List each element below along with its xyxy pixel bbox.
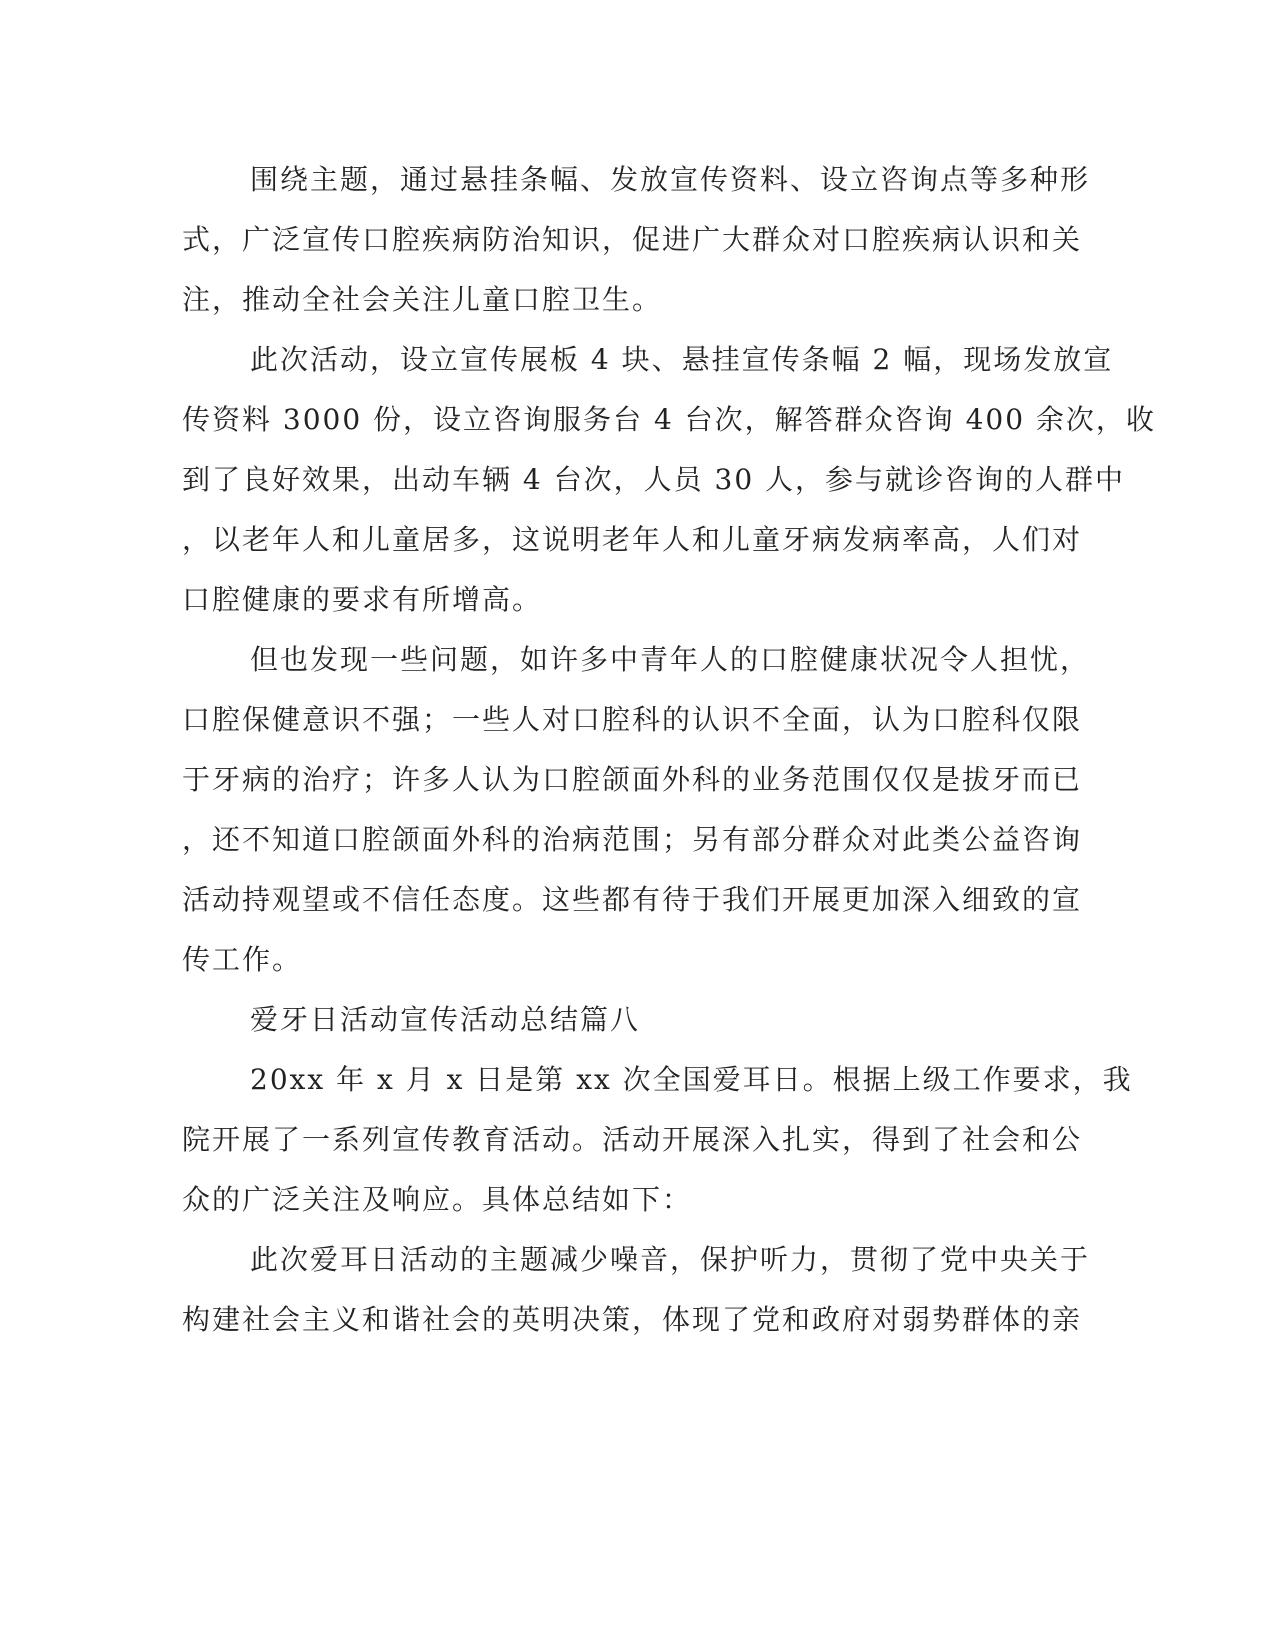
text-line: 口腔保健意识不强；一些人对口腔科的认识不全面，认为口腔科仅限 <box>182 703 1083 736</box>
document-body <box>182 150 1156 1350</box>
text-line: 式，广泛宣传口腔疾病防治知识，促进广大群众对口腔疾病认识和关 <box>182 223 1083 256</box>
text-line: 传资料 3000 份，设立咨询服务台 4 台次，解答群众咨询 400 余次，收 <box>182 403 1156 436</box>
text-line: 但也发现一些问题，如许多中青年人的口腔健康状况令人担忧， <box>250 643 1091 676</box>
text-line: 传工作。 <box>182 943 303 976</box>
text-line: 此次活动，设立宣传展板 4 块、悬挂宣传条幅 2 幅，现场发放宣 <box>250 343 1114 376</box>
text-line: ，还不知道口腔颌面外科的治病范围；另有部分群众对此类公益咨询 <box>182 823 1083 856</box>
text-line: 于牙病的治疗；许多人认为口腔颌面外科的业务范围仅仅是拔牙而已 <box>182 763 1083 796</box>
text-line: 此次爱耳日活动的主题减少噪音，保护听力，贯彻了党中央关于 <box>250 1243 1091 1276</box>
text-line: 20xx 年 x 月 x 日是第 xx 次全国爱耳日。根据上级工作要求，我 <box>250 1063 1133 1096</box>
text-line: 注，推动全社会关注儿童口腔卫生。 <box>182 283 663 316</box>
text-line: 口腔健康的要求有所增高。 <box>182 583 543 616</box>
text-line: 围绕主题，通过悬挂条幅、发放宣传资料、设立咨询点等多种形 <box>250 163 1091 196</box>
text-line: 众的广泛关注及响应。具体总结如下： <box>182 1183 693 1216</box>
text-line: 院开展了一系列宣传教育活动。活动开展深入扎实，得到了社会和公 <box>182 1123 1083 1156</box>
text-line: 构建社会主义和谐社会的英明决策，体现了党和政府对弱势群体的亲 <box>182 1303 1083 1336</box>
section-heading: 爱牙日活动宣传活动总结篇八 <box>250 1003 641 1036</box>
text-line: ，以老年人和儿童居多，这说明老年人和儿童牙病发病率高，人们对 <box>182 523 1083 556</box>
text-line: 到了良好效果，出动车辆 4 台次，人员 30 人，参与就诊咨询的人群中 <box>182 463 1126 496</box>
text-line: 活动持观望或不信任态度。这些都有待于我们开展更加深入细致的宣 <box>182 883 1083 916</box>
